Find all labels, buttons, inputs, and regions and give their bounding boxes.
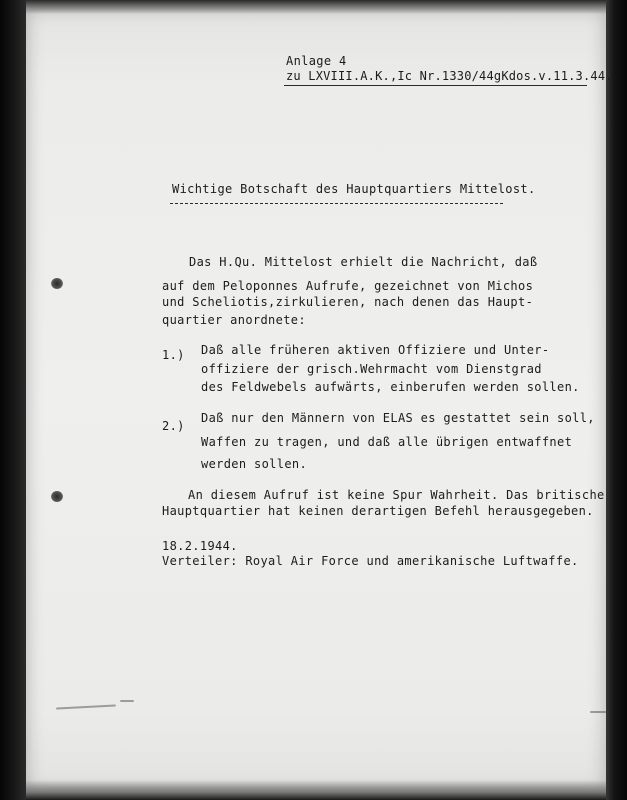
item-line: Daß alle früheren aktiven Offiziere und Unter- — [201, 343, 550, 357]
item-line: werden sollen. — [201, 457, 308, 471]
document-page — [26, 8, 606, 792]
scan-smudge — [120, 700, 134, 702]
intro-line: Das H.Qu. Mittelost erhielt die Nachricht, daß — [189, 255, 538, 269]
item-line: offiziere der grisch.Wehrmacht vom Dienstgrad — [201, 362, 542, 376]
closing-line: Hauptquartier hat keinen derartigen Befehl herausgegeben. — [162, 504, 594, 518]
item-line: Waffen zu tragen, und daß alle übrigen entwaffnet — [201, 435, 573, 449]
page-bottom-shadow — [26, 780, 606, 800]
document-title: Wichtige Botschaft des Hauptquartiers Mittelost. — [172, 182, 536, 196]
title-underline — [170, 203, 503, 204]
intro-line: quartier anordnete: — [162, 313, 306, 327]
reference-line: zu LXVIII.A.K.,Ic Nr.1330/44gKdos.v.11.3.44. — [286, 69, 613, 83]
distribution-line: Verteiler: Royal Air Force und amerikanische Luftwaffe. — [162, 554, 579, 568]
item-number: 2.) — [162, 419, 185, 433]
reference-underline — [284, 85, 587, 86]
punch-hole — [51, 278, 63, 289]
scan-border-left — [0, 0, 26, 800]
scan-border-right — [605, 0, 627, 800]
page-top-shadow — [26, 0, 606, 14]
item-line: Daß nur den Männern von ELAS es gestattet sein soll, — [201, 411, 595, 425]
annex-label: Anlage 4 — [286, 54, 347, 68]
intro-line: auf dem Peloponnes Aufrufe, gezeichnet von Michos — [162, 279, 534, 293]
item-line: des Feldwebels aufwärts, einberufen werden sollen. — [201, 380, 580, 394]
punch-hole — [51, 491, 63, 502]
closing-line: An diesem Aufruf ist keine Spur Wahrheit. Das britische — [188, 488, 605, 502]
intro-line: und Scheliotis,zirkulieren, nach denen das Haupt- — [162, 295, 534, 309]
document-date: 18.2.1944. — [162, 539, 238, 553]
item-number: 1.) — [162, 348, 185, 362]
scan-smudge — [590, 711, 606, 713]
